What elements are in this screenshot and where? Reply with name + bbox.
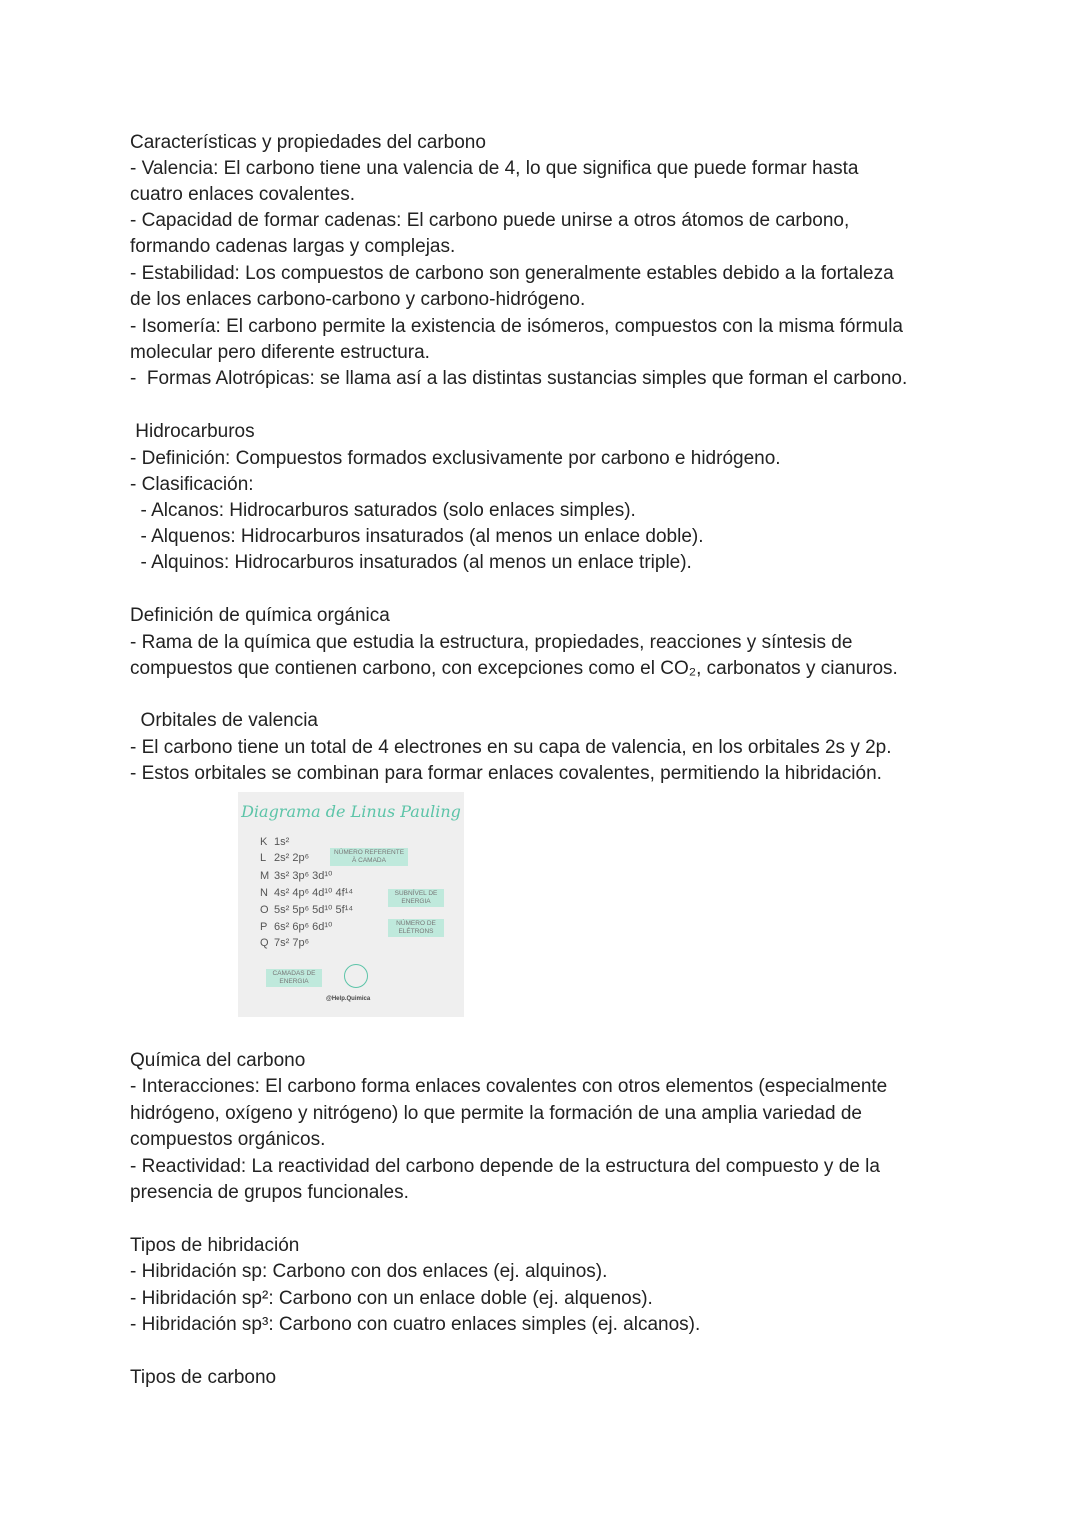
paragraph-line: Tipos de carbono xyxy=(130,1367,277,1388)
diagram-row: Q 7s² 7p⁶ xyxy=(260,937,310,949)
paragraph-line: Características y propiedades del carbono xyxy=(130,132,486,153)
paragraph-line: Definición de química orgánica xyxy=(130,605,390,626)
list-item: - Alcanos: Hidrocarburos saturados (solo enlaces simples). xyxy=(130,500,636,521)
paragraph-line: molecular pero diferente estructura. xyxy=(130,342,430,363)
diagram-credit: @Help.Quimica xyxy=(326,996,371,1002)
paragraph-line: presencia de grupos funcionales. xyxy=(130,1182,409,1203)
paragraph-line: Tipos de hibridación xyxy=(130,1235,300,1256)
list-item: - Estabilidad: Los compuestos de carbono son generalmente estables debido a la fortaleza xyxy=(130,263,894,284)
diagram-row: O 5s² 5p⁶ 5d¹⁰ 5f¹⁴ xyxy=(260,904,354,916)
list-item: - Formas Alotrópicas: se llama así a las distintas sustancias simples que forman el carbono. xyxy=(130,368,908,389)
list-item: - Clasificación: xyxy=(130,474,254,495)
diagram-row: K 1s² xyxy=(260,836,290,848)
list-item: - Reactividad: La reactividad del carbono depende de la estructura del compuesto y de la xyxy=(130,1156,880,1177)
diagram-row: N 4s² 4p⁶ 4d¹⁰ 4f¹⁴ xyxy=(260,887,354,899)
list-item: - El carbono tiene un total de 4 electrones en su capa de valencia, en los orbitales 2s y 2p. xyxy=(130,737,892,758)
paragraph-line: Orbitales de valencia xyxy=(130,710,318,731)
paragraph-line: formando cadenas largas y complejas. xyxy=(130,236,456,257)
tag-eletrons: NÚMERO DE ELÉTRONS xyxy=(388,919,444,937)
list-item: - Rama de la química que estudia la estructura, propiedades, reacciones y síntesis de xyxy=(130,632,853,653)
list-item: - Alquinos: Hidrocarburos insaturados (al menos un enlace triple). xyxy=(130,552,692,573)
paragraph-line: de los enlaces carbono-carbono y carbono-hidrógeno. xyxy=(130,289,586,310)
linus-pauling-diagram-image xyxy=(238,792,464,1017)
paragraph-line: Hidrocarburos xyxy=(130,421,255,442)
list-item: - Capacidad de formar cadenas: El carbono puede unirse a otros átomos de carbono, xyxy=(130,210,850,231)
list-item: - Interacciones: El carbono forma enlaces covalentes con otros elementos (especialmente xyxy=(130,1076,888,1097)
paragraph-line: cuatro enlaces covalentes. xyxy=(130,184,355,205)
flask-logo-icon xyxy=(344,964,368,988)
diagram-title: Diagrama de Linus Pauling xyxy=(241,802,461,821)
list-item: - Estos orbitales se combinan para formar enlaces covalentes, permitiendo la hibridación. xyxy=(130,763,882,784)
list-item: - Hibridación sp: Carbono con dos enlaces (ej. alquinos). xyxy=(130,1261,608,1282)
tag-camadas: CAMADAS DE ENERGIA xyxy=(266,969,322,987)
paragraph-line: compuestos orgánicos. xyxy=(130,1129,326,1150)
list-item: - Hibridación sp²: Carbono con un enlace doble (ej. alquenos). xyxy=(130,1288,653,1309)
diagram-row: P 6s² 6p⁶ 6d¹⁰ xyxy=(260,921,333,933)
paragraph-line: hidrógeno, oxígeno y nitrógeno) lo que permite la formación de una amplia variedad de xyxy=(130,1103,862,1124)
list-item: - Hibridación sp³: Carbono con cuatro enlaces simples (ej. alcanos). xyxy=(130,1314,701,1335)
list-item: - Isomería: El carbono permite la existencia de isómeros, compuestos con la misma fórmula xyxy=(130,316,903,337)
list-item: - Alquenos: Hidrocarburos insaturados (al menos un enlace doble). xyxy=(130,526,704,547)
list-item: - Definición: Compuestos formados exclusivamente por carbono e hidrógeno. xyxy=(130,448,781,469)
tag-camada: NÚMERO REFERENTE À CAMADA xyxy=(330,848,408,866)
paragraph-line: Química del carbono xyxy=(130,1050,306,1071)
paragraph-line: compuestos que contienen carbono, con excepciones como el CO₂, carbonatos y cianuros. xyxy=(130,658,898,679)
diagram-row: M 3s² 3p⁶ 3d¹⁰ xyxy=(260,870,333,882)
tag-subnivel: SUBNÍVEL DE ENERGIA xyxy=(388,889,444,907)
diagram-row: L 2s² 2p⁶ xyxy=(260,852,310,864)
list-item: - Valencia: El carbono tiene una valencia de 4, lo que significa que puede formar hasta xyxy=(130,158,859,179)
